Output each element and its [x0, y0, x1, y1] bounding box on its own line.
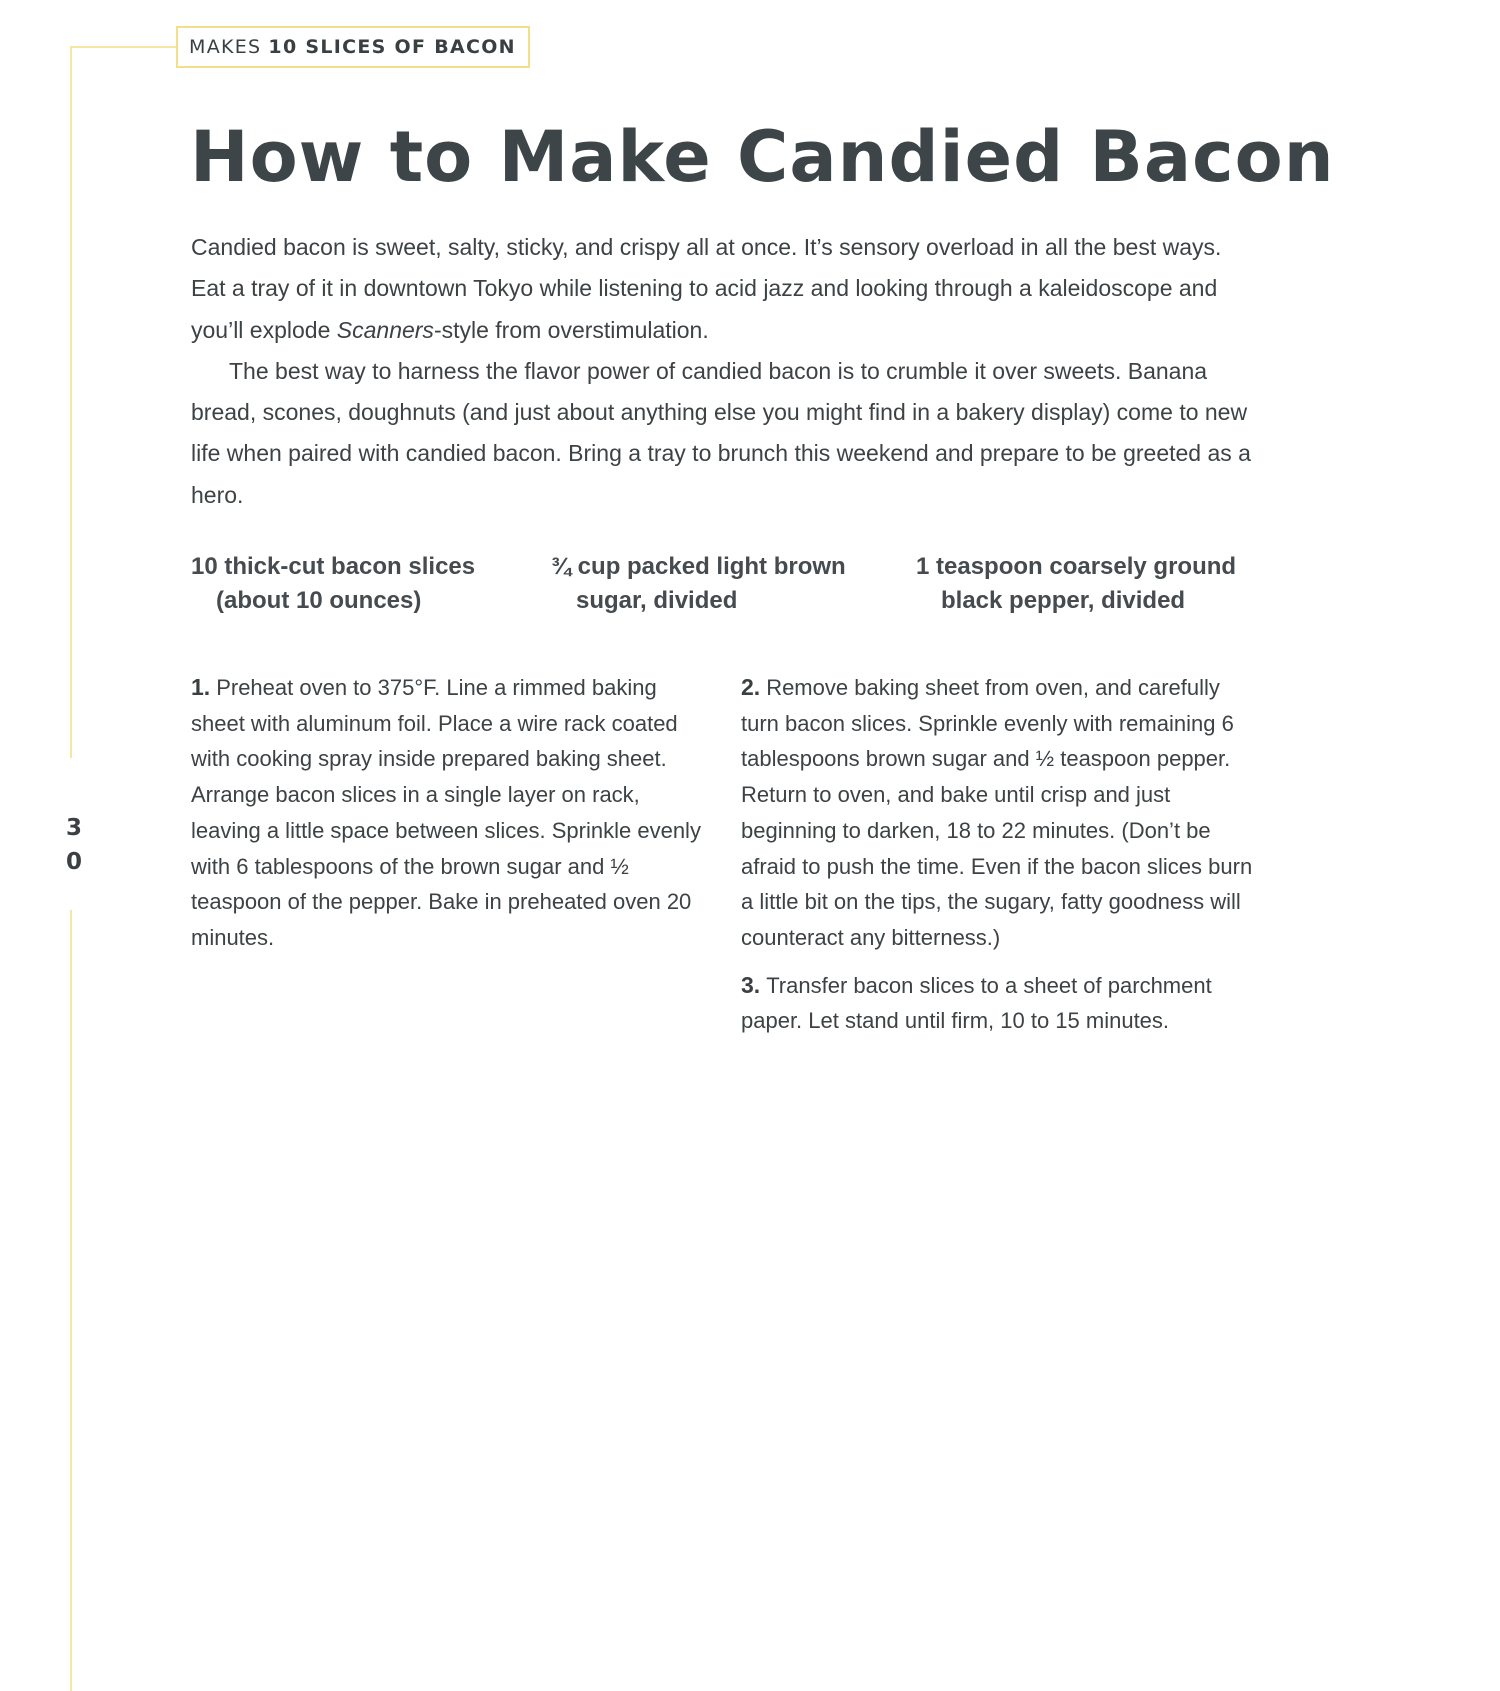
intro-paragraph-2: The best way to harness the flavor power of candied bacon is to crumble it over sweets. Banana bread, scones, doughnuts (and just about anything else you might find in a bakery display) come to new life when paired with candied bacon. Bring a tray to brunch this weekend and prepare to be greeted as a hero.	[191, 357, 1251, 508]
recipe-intro	[191, 227, 1256, 516]
step-text: Transfer bacon slices to a sheet of parchment paper. Let stand until firm, 10 to 15 minutes.	[741, 972, 1212, 1034]
step-1	[191, 670, 701, 956]
steps-column-right	[741, 670, 1261, 1051]
page-number-digit-2: 0	[65, 849, 82, 875]
step-number: 1.	[191, 674, 211, 700]
ingredient-line: 10 thick-cut bacon slices	[191, 553, 476, 580]
intro-p1-text: Candied bacon is sweet, salty, sticky, and crispy all at once. It’s sensory overload in all the best ways. Eat a tray of it in downtown Tokyo while listening to acid jazz and looking through a kaleidoscope and you’ll explode	[191, 234, 1222, 343]
ingredient-line: black pepper, divided	[941, 587, 1186, 614]
yield-amount: 10 SLICES OF BACON	[268, 36, 516, 58]
step-text: Preheat oven to 375°F. Line a rimmed baking sheet with aluminum foil. Place a wire rack coated with cooking spray inside prepared baking sheet. Arrange bacon slices in a single layer on rack, leaving a little space between slices. Sprinkle evenly with 6 tablespoons of the brown sugar and ½ teaspoon of the pepper. Bake in preheated oven 20 minutes.	[191, 675, 701, 950]
intro-p1-end: -style from overstimulation.	[433, 316, 709, 343]
frame-rule-top	[70, 46, 176, 48]
frame-rule-left-lower	[70, 910, 72, 1691]
step-3	[741, 968, 1261, 1039]
ingredient-line: 1 teaspoon coarsely ground	[916, 553, 1237, 580]
ingredient-line: (about 10 ounces)	[216, 587, 422, 614]
ingredient-brown-sugar	[551, 550, 846, 618]
intro-p1-italic: Scanners	[336, 316, 434, 343]
ingredient-line: ¾ cup packed light brown	[551, 553, 846, 580]
frame-rule-left-upper	[70, 46, 72, 758]
page-number-digit-1: 3	[65, 815, 82, 841]
ingredient-black-pepper	[916, 550, 1236, 618]
step-text: Remove baking sheet from oven, and carefully turn bacon slices. Sprinkle evenly with remaining 6 tablespoons brown sugar and ½ teaspoon pepper. Return to oven, and bake until crisp and just beginning to darken, 18 to 22 minutes. (Don’t be afraid to push the time. Even if the bacon slices burn a little bit on the tips, the sugary, fatty goodness will counteract any bitterness.)	[741, 675, 1253, 950]
yield-prefix: MAKES	[189, 36, 262, 58]
ingredient-line: sugar, divided	[576, 587, 738, 614]
step-number: 2.	[741, 674, 761, 700]
ingredients-list	[191, 550, 1251, 630]
steps-column-left	[191, 670, 701, 968]
yield-box	[176, 26, 530, 68]
step-number: 3.	[741, 971, 761, 998]
intro-paragraph-1	[191, 227, 1256, 351]
recipe-title: How to Make Candied Bacon	[190, 116, 1335, 198]
page-number	[64, 811, 84, 879]
step-2	[741, 670, 1261, 956]
ingredient-bacon	[191, 550, 475, 618]
